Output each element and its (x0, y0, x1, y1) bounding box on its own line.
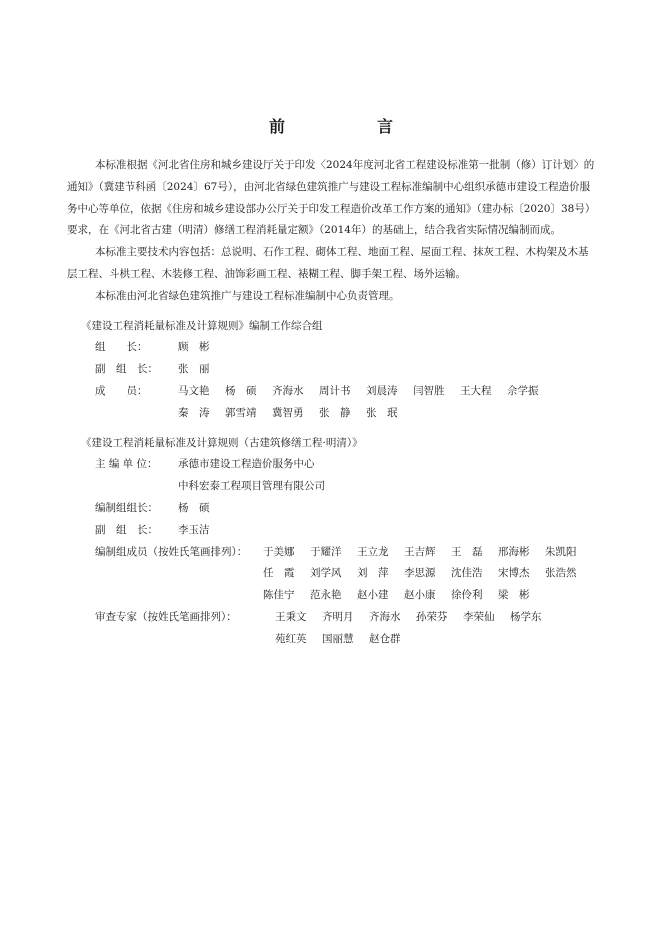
person-name: 杨 硕 (225, 384, 257, 397)
person-name: 刘 萍 (357, 567, 389, 580)
deputy-leader-row (67, 359, 597, 381)
section-title: 《建设工程消耗量标准及计算规则（古建筑修缮工程·明清）》 (81, 436, 363, 449)
org-name: 中科宏泰工程项目管理有限公司 (178, 480, 325, 493)
row-label: 组 长： (95, 341, 148, 354)
reviewers-row (67, 607, 597, 651)
person-name: 王立龙 (357, 545, 389, 558)
person-name: 张浩然 (545, 567, 577, 580)
row-label: 副 组 长： (95, 363, 158, 376)
chief-editor-row (67, 454, 597, 498)
person-name: 沈佳浩 (451, 567, 483, 580)
person-name: 任 霞 (263, 567, 295, 580)
org-name: 承德市建设工程造价服务中心 (178, 458, 315, 471)
person-name: 马文艳 (178, 384, 210, 397)
names-list (178, 607, 597, 651)
person-name: 于耀洋 (310, 545, 342, 558)
comprehensive-group-section (67, 316, 597, 425)
person-name: 齐明月 (322, 610, 354, 623)
person-name: 冀智勇 (272, 406, 304, 419)
person-name: 张 静 (319, 406, 351, 419)
person-name: 秦 涛 (178, 406, 210, 419)
person-name: 于美娜 (263, 545, 295, 558)
row-label: 编制组成员（按姓氏笔画排列）： (95, 545, 248, 558)
person-name: 邢海彬 (498, 545, 530, 558)
person-name: 顾 彬 (178, 341, 210, 354)
person-name: 朱凯阳 (545, 545, 577, 558)
person-name: 李玉洁 (178, 523, 210, 536)
content-paragraph: 本标准主要技术内容包括：总说明、石作工程、砌体工程、地面工程、屋面工程、抹灰工程、木构架及木基层工程、斗栱工程、木装修工程、油饰彩画工程、裱糊工程、脚手架工程、场外运输。 (67, 246, 589, 280)
person-name: 国丽慧 (322, 632, 354, 645)
row-label: 副 组 长： (95, 523, 158, 536)
person-name: 孙荣芬 (416, 610, 448, 623)
person-name: 刘晨涛 (366, 384, 398, 397)
document-body (67, 155, 597, 651)
person-name: 王吉辉 (404, 545, 436, 558)
person-name: 齐海水 (369, 610, 401, 623)
person-name: 李思源 (404, 567, 436, 580)
person-name: 王大程 (460, 384, 492, 397)
person-name: 杨 硕 (178, 501, 210, 514)
management-paragraph: 本标准由河北省绿色建筑推广与建设工程标准编制中心负责管理。 (95, 289, 400, 302)
person-name: 齐海水 (272, 384, 304, 397)
intro-paragraph: 本标准根据《河北省住房和城乡建设厅关于印发〈2024年度河北省工程建设标准第一批制（修）订计划〉的通知》（冀建节科函〔2024〕67号），由河北省绿色建筑推广与建设工程标准编制中心组织承德市建设工程造价服务中心等单位，依据《住房和城乡建设部办公厅关于印发工程造价改革工作方案的通知》（建办标〔2020〕38号）要求，在《河北省古建（明清）修缮工程消耗量定额》（2014年）的基础上，结合我省实际情况编制而成。 (67, 159, 596, 237)
page-title: 前 言 (268, 117, 431, 136)
person-name: 闫智胜 (413, 384, 445, 397)
person-name: 李荣仙 (463, 610, 495, 623)
group-leader-row (67, 498, 597, 520)
ancient-building-group-section (67, 433, 597, 651)
person-name: 赵小建 (357, 589, 389, 602)
leader-row (67, 337, 597, 359)
person-name: 徐伶利 (451, 589, 483, 602)
members-row (67, 542, 597, 607)
row-label: 审查专家（按姓氏笔画排列）： (95, 610, 237, 623)
members-row (67, 381, 597, 425)
org-list (178, 454, 325, 498)
names-list (178, 381, 597, 425)
person-name: 刘学风 (310, 567, 342, 580)
section-title: 《建设工程消耗量标准及计算规则》编制工作综合组 (81, 319, 323, 332)
person-name: 宋博杰 (498, 567, 530, 580)
person-name: 佘学振 (507, 384, 539, 397)
deputy-leader-row (67, 520, 597, 542)
row-label: 编制组组长： (95, 501, 158, 514)
row-label: 成 员： (95, 384, 148, 397)
person-name: 张 珉 (366, 406, 398, 419)
person-name: 梁 彬 (498, 589, 530, 602)
person-name: 周计书 (319, 384, 351, 397)
person-name: 杨学东 (510, 610, 542, 623)
person-name: 赵小康 (404, 589, 436, 602)
person-name: 范永艳 (310, 589, 342, 602)
person-name: 张 丽 (178, 363, 210, 376)
person-name: 苑红英 (275, 632, 307, 645)
person-name: 陈佳宁 (263, 589, 295, 602)
names-list (178, 542, 597, 607)
person-name: 郭雪靖 (225, 406, 257, 419)
row-label: 主 编 单 位： (95, 458, 158, 471)
person-name: 赵仓群 (369, 632, 401, 645)
person-name: 王 磊 (451, 545, 483, 558)
person-name: 王秉文 (275, 610, 307, 623)
